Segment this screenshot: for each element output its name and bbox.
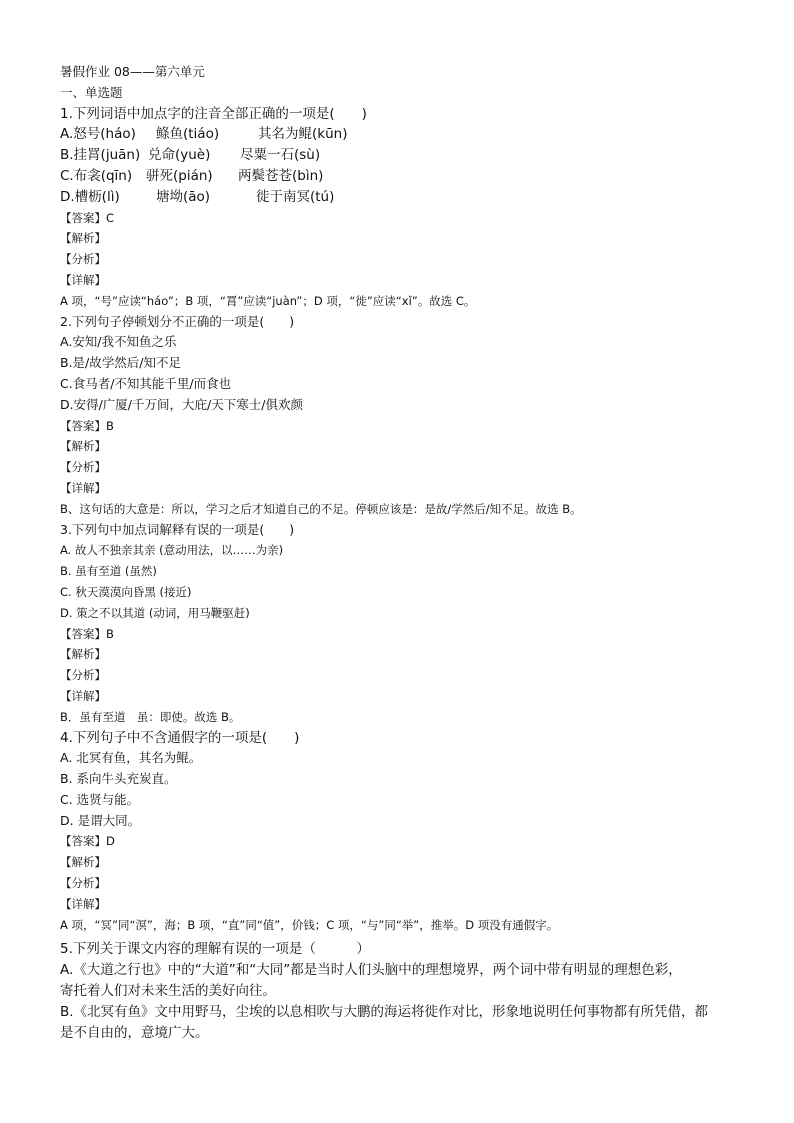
question-3-option-c: C. 秋天漠漠向昏黑 (接近) <box>60 584 192 599</box>
question-2-option-b: B.是/故学然后/知不足 <box>60 355 181 371</box>
option-cell: 其名为鲲(kūn) <box>258 126 348 143</box>
section-heading: 一、单选题 <box>60 84 123 100</box>
question-4-fenxi: 【分析】 <box>60 876 106 891</box>
question-3-jiexi: 【解析】 <box>60 647 106 662</box>
question-3-stem: 3.下列句中加点词解释有误的一项是( ) <box>60 521 295 537</box>
question-1-option-b <box>60 145 740 166</box>
question-3-xiangjie: 【详解】 <box>60 688 106 703</box>
question-1-fenxi: 【分析】 <box>60 252 106 267</box>
question-2-detail: B、这句话的大意是：所以，学习之后才知道自己的不足。停顿应该是：是故/学然后/知不足。故选 B。 <box>60 501 582 516</box>
question-4-answer: 【答案】D <box>60 834 115 849</box>
question-4-xiangjie: 【详解】 <box>60 896 106 911</box>
option-cell: 两鬓苍苍(bìn) <box>238 167 324 184</box>
option-cell: 塘坳(āo) <box>156 188 211 205</box>
question-1-option-c <box>60 166 740 187</box>
question-4-detail: A 项，“冥”同“溟”，海；B 项，“直”同“值”，价钱；C 项，“与”同“举”，推举。D 项没有通假字。 <box>60 917 559 932</box>
question-1-jiexi: 【解析】 <box>60 231 106 246</box>
question-1-stem: 1.下列词语中加点字的注音全部正确的一项是( ) <box>60 105 367 122</box>
question-5-option-b-line2: 是不自由的，意境广大。 <box>60 1024 209 1041</box>
option-cell: 兑命(yuè) <box>148 147 211 164</box>
question-5-option-a-line2: 寄托着人们对未来生活的美好向往。 <box>60 983 276 1000</box>
option-cell: 徙于南冥(tú) <box>256 188 335 205</box>
question-2-option-c: C.食马者/不知其能千里/而食也 <box>60 375 232 391</box>
question-2-option-a: A.安知/我不知鱼之乐 <box>60 334 177 350</box>
question-2-answer: 【答案】B <box>60 418 114 433</box>
question-2-jiexi: 【解析】 <box>60 439 106 454</box>
question-4-option-b: B. 系向牛头充炭直。 <box>60 771 177 787</box>
document-page <box>60 62 740 1043</box>
option-cell: C.布衾(qīn) <box>60 167 133 184</box>
question-2-option-d: D.安得/广厦/千万间，大庇/天下寒士/俱欢颜 <box>60 396 303 412</box>
question-1-option-a <box>60 124 740 145</box>
option-cell: 骈死(pián) <box>146 167 213 184</box>
option-cell: B.挂罥(juān) <box>60 147 141 164</box>
option-cell: 尽粟一石(sù) <box>240 147 321 164</box>
question-5-stem: 5.下列关于课文内容的理解有误的一项是（ ） <box>60 941 370 958</box>
question-3-option-a: A. 故人不独亲其亲 (意动用法，以……为亲) <box>60 543 284 558</box>
question-4-option-d: D. 是谓大同。 <box>60 812 141 828</box>
question-2-fenxi: 【分析】 <box>60 460 106 475</box>
question-2-stem: 2.下列句子停顿划分不正确的一项是( ) <box>60 313 295 329</box>
question-3-answer: 【答案】B <box>60 626 114 641</box>
question-1-option-d <box>60 187 740 208</box>
question-1-answer: 【答案】C <box>60 210 115 225</box>
question-2-xiangjie: 【详解】 <box>60 480 106 495</box>
doc-title: 暑假作业 08——第六单元 <box>60 64 205 79</box>
question-1-detail: A 项，“号”应读“háo”；B 项，“罥”应读“juàn”；D 项，“徙”应读“xǐ”。故选 C。 <box>60 293 476 308</box>
question-3-fenxi: 【分析】 <box>60 668 106 683</box>
question-3-option-d: D. 策之不以其道 (动词，用马鞭驱赶) <box>60 605 250 620</box>
option-cell: A.怒号(háo) <box>60 126 136 143</box>
question-3-detail: B．虽有至道 虽：即使。故选 B。 <box>60 709 241 724</box>
question-4-jiexi: 【解析】 <box>60 855 106 870</box>
question-5-option-b-line1: B.《北冥有鱼》文中用野马，尘埃的以息相吹与大鹏的海运将徙作对比，形象地说明任何事物都有所凭借，都 <box>60 1003 709 1020</box>
question-3-option-b: B. 虽有至道 (虽然) <box>60 564 157 579</box>
option-cell: 鲦鱼(tiáo) <box>156 126 220 143</box>
option-cell: D.槽枥(lì) <box>60 188 120 205</box>
question-5-option-a-line1: A.《大道之行也》中的“大道”和“大同”都是当时人们头脑中的理想境界，两个词中带有明显的理想色彩， <box>60 962 682 979</box>
question-4-stem: 4.下列句子中不含通假字的一项是( ) <box>60 729 300 746</box>
question-1-xiangjie: 【详解】 <box>60 272 106 287</box>
question-4-option-c: C. 选贤与能。 <box>60 791 140 807</box>
question-4-option-a: A. 北冥有鱼，其名为鲲。 <box>60 750 202 766</box>
